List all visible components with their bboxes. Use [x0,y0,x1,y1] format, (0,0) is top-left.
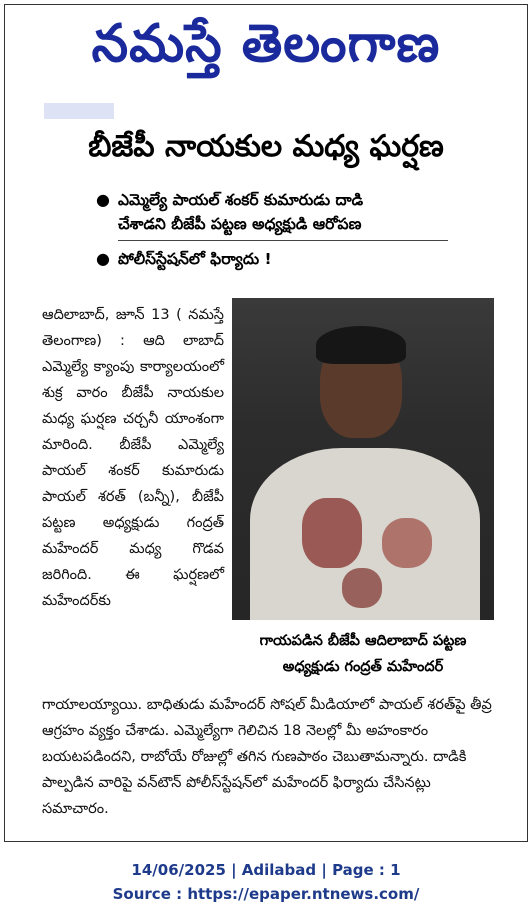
photo-blood-stain [382,518,432,568]
headline-band-accent [44,103,114,119]
divider [118,240,448,241]
photo-blood-stain [342,568,382,608]
article-body-column: ఆదిలాబాద్, జూన్ 13 ( నమస్తే తెలంగాణ) : ఆది లాబాద్ ఎమ్మెల్యే క్యాంపు కార్యాలయంలో శుక్ర వారం బీజేపీ నాయకుల మధ్య ఘర్షణ చర్చనీ యాంశంగా మారింది. బీజేపీ ఎమ్మెల్యే పాయల్ శంకర్ కుమారుడు పాయల్ శరత్ (బన్నీ), బీజేపీ పట్టణ అధ్యక్షుడు గంద్రత్ మహేందర్ మధ్య గొడవ జరిగింది. ఈ ఘర్షణలో మహేందర్‌కు [42,307,224,609]
article-body-continuation: గాయాలయ్యాయి. బాధితుడు మహేందర్ సోషల్ మీడియాలో పాయల్ శరత్‌పై తీవ్ర ఆగ్రహం వ్యక్తం చేశాడు. ఎమ్మెల్యేగా గెలిచిన 18 నెలల్లో మీ అహంకారం బయటపడిందని, రాబోయే రోజుల్లో తగిన గుణపాఠం చెబుతామన్నారు. దాడికి పాల్పడిన వారిపై వన్‌టౌన్ పోలీస్‌స్టేషన్‌లో మహేందర్ ఫిర్యాదు చేసినట్లు సమాచారం. [42,697,492,817]
footer-date-edition: 14/06/2025 | Adilabad | Page : 1 [131,861,401,879]
photo-hair [316,326,406,364]
footer-source-link[interactable]: Source : https://epaper.ntnews.com/ [112,885,420,903]
news-photo [232,298,494,620]
photo-caption: గాయపడిన బీజేపీ ఆదిలాబాద్ పట్టణ అధ్యక్షుడు గంద్రత్ మహేందర్ [259,633,467,675]
sub-headline-1-line1: ఎమ్మెల్యే పాయల్ శంకర్ కుమారుడు దాడి [118,191,364,209]
article-headline: బీజేపీ నాయకుల మధ్య ఘర్షణ [88,129,444,164]
sub-headline-2 [96,247,476,271]
bullet-icon: ● [96,249,110,268]
sub-headline-1-line2: చేశాడని బీజేపీ పట్టణ అధ్యక్షుడి ఆరోపణ [118,215,362,233]
bullet-icon: ● [96,190,110,209]
sub-headlines [96,188,476,271]
source-footer [0,858,532,906]
newspaper-masthead: నమస్తే తెలంగాణ [91,14,441,74]
headline-band [44,103,488,181]
sub-headline-2-text: పోలీస్‌స్టేషన్‌లో ఫిర్యాదు ! [118,250,272,268]
sub-headline-1 [96,188,476,212]
photo-blood-stain [302,498,362,568]
